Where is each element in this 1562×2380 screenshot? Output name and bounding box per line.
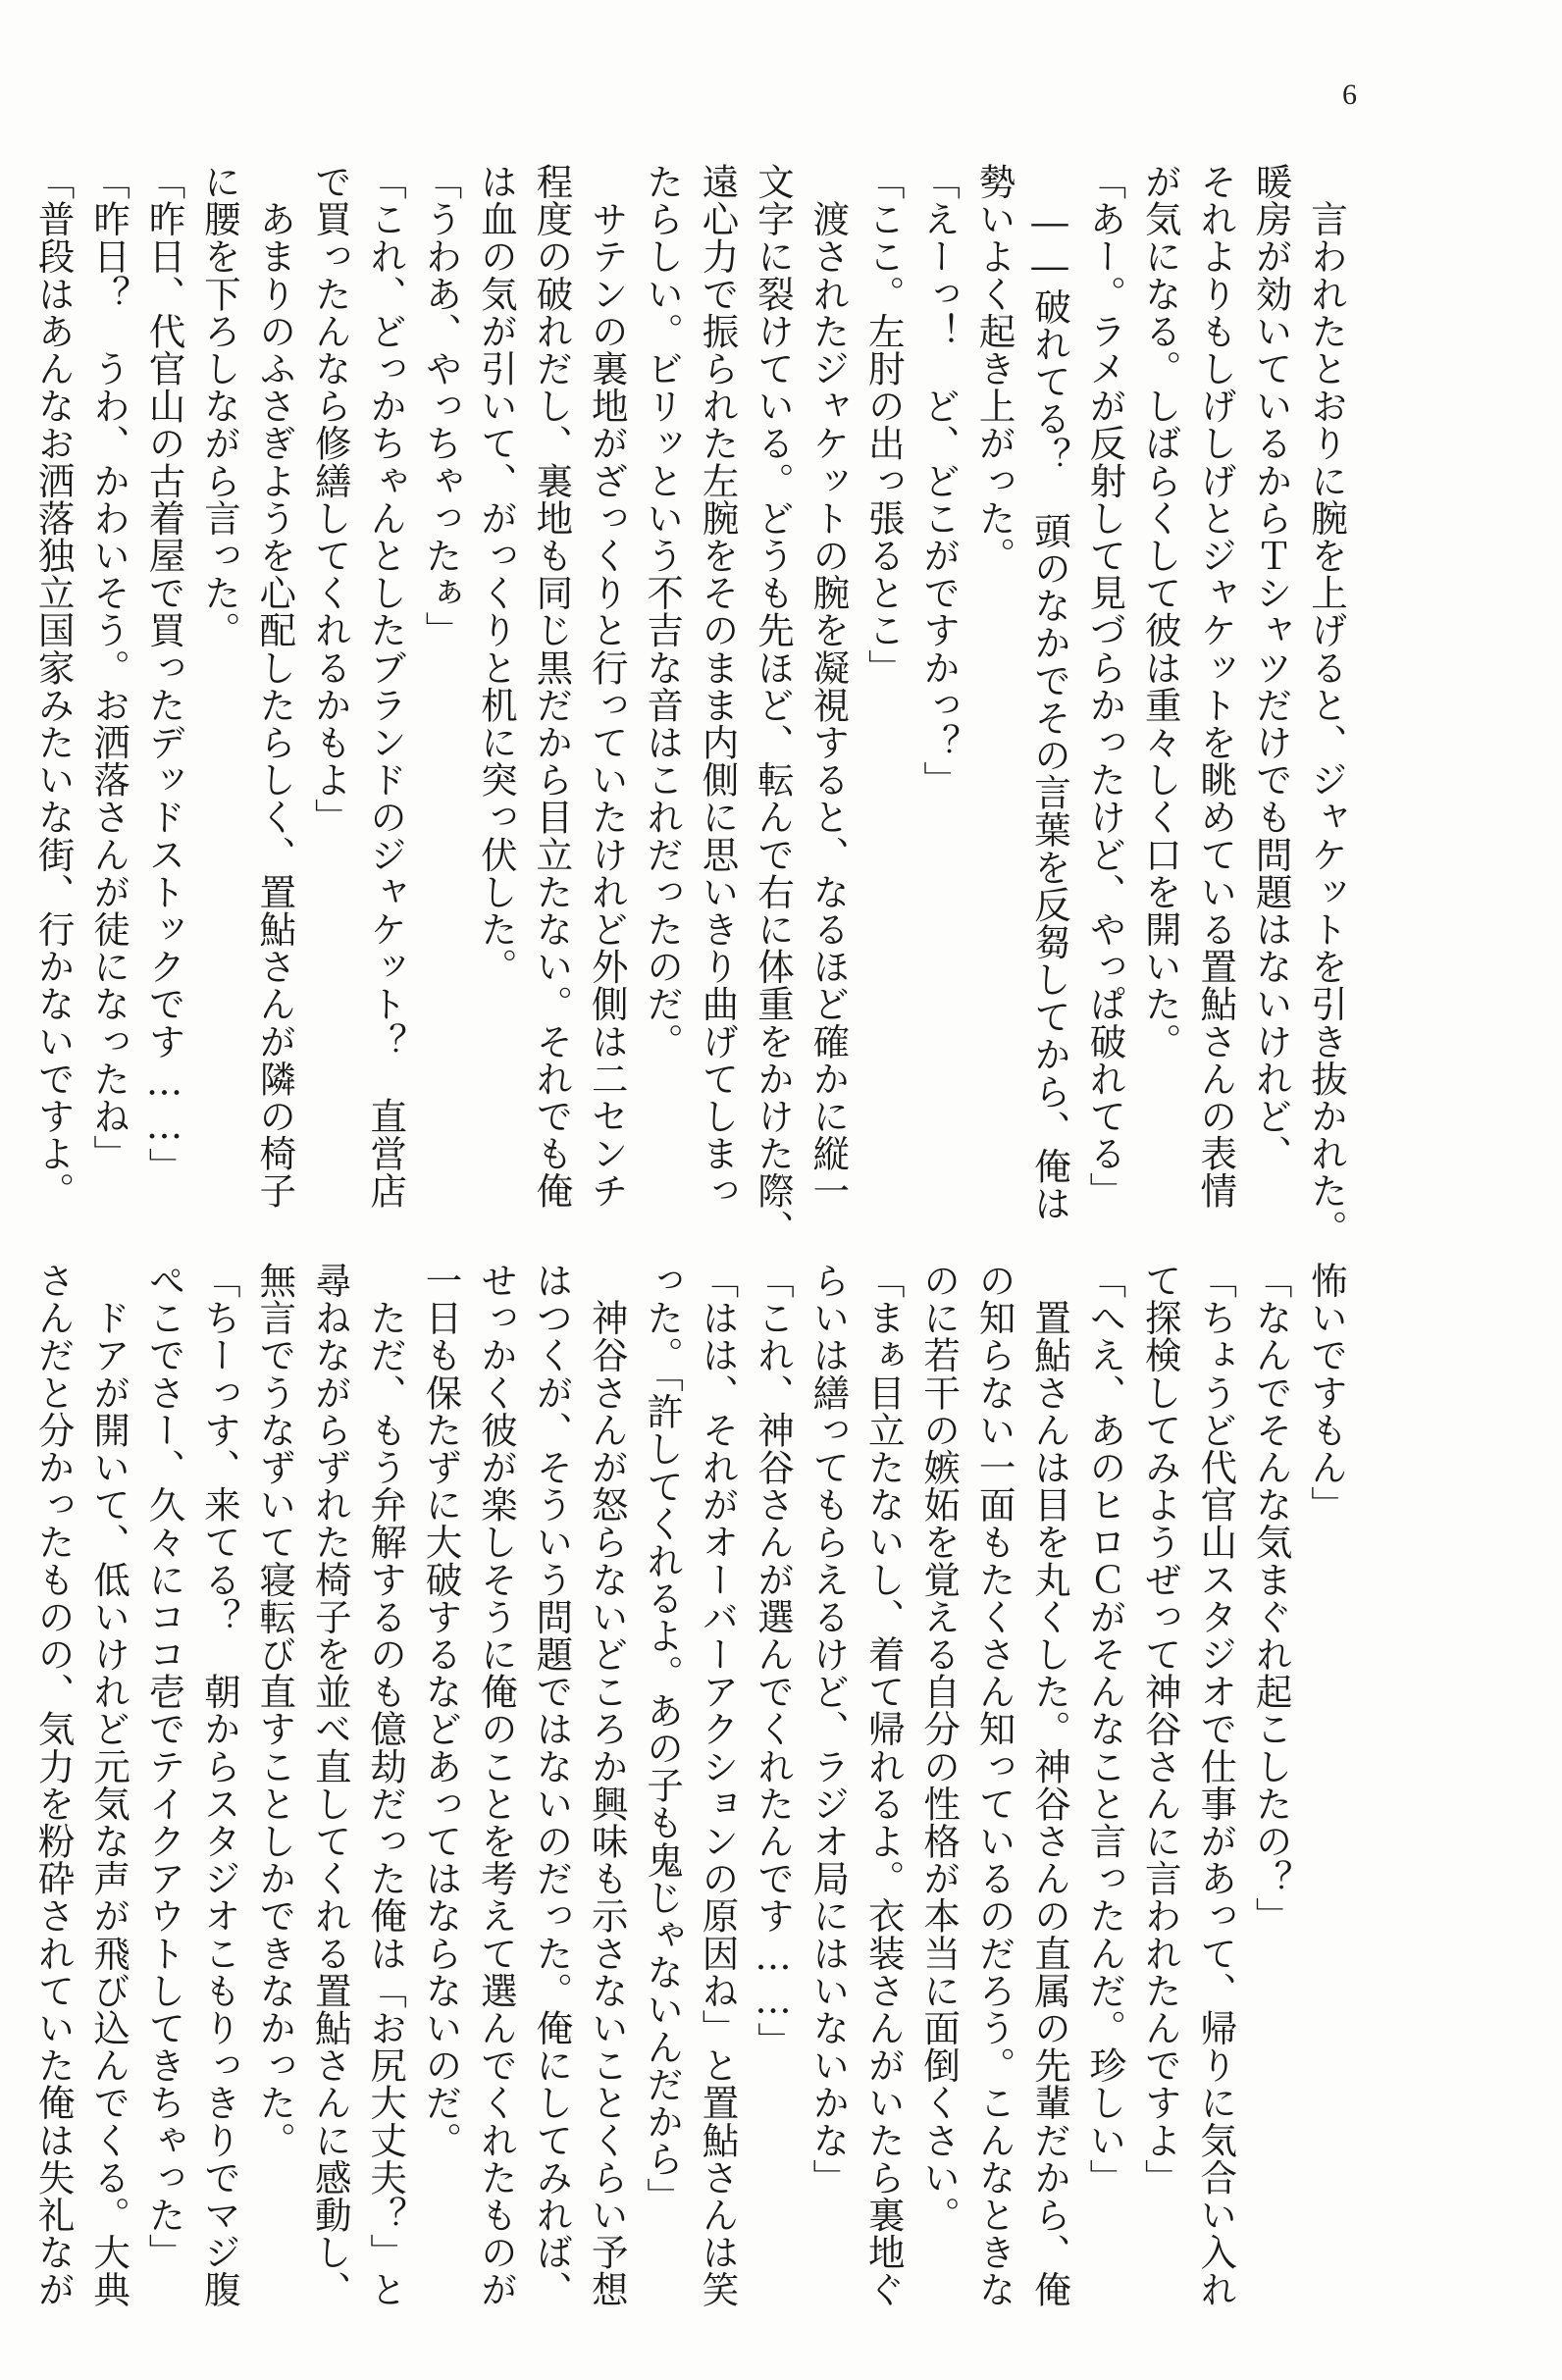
lower-text-line: 怖いですもん」 — [1305, 1262, 1348, 1524]
lower-text-line: せっかく彼が楽しそうに俺のことを考えて選んでくれたものが — [474, 1262, 518, 2308]
upper-text-line: 程度の破れだし、裏地も同じ黒だから目立たない。それでも俺 — [530, 163, 574, 1210]
upper-text-line: 「あー。ラメが反射して見づらかったけど、やっぱ破れてる」 — [1083, 163, 1127, 1210]
upper-text-line: 勢いよく起き上がった。 — [972, 163, 1016, 575]
upper-text-line: が気になる。しばらくして彼は重々しく口を開いた。 — [1138, 163, 1182, 1061]
upper-text-line: 「ここ。左肘の出っ張るとこ」 — [861, 163, 906, 687]
lower-text-line: 「へえ、あのヒロＣがそんなこと言ったんだ。珍しい」 — [1083, 1262, 1127, 2197]
lower-text-line: ドアが開いて、低いけれど元気な声が飛び込んでくる。大典 — [87, 1262, 131, 2308]
upper-text-block — [31, 163, 1354, 1247]
lower-text-line: 「これ、神谷さんが選んでくれたんです……」 — [751, 1262, 795, 2060]
upper-text-line: で買ったんなら修繕してくれるかもよ」 — [308, 163, 352, 836]
lower-text-line: 尋ねながらずれた椅子を並べ直してくれる置鮎さんに感動し、 — [308, 1262, 352, 2308]
upper-text-line: 「普段はあんなお洒落独立国家みたいな街、行かないですよ。 — [31, 163, 76, 1210]
upper-text-line: それよりもしげしげとジャケットを眺めている置鮎さんの表情 — [1194, 163, 1238, 1210]
upper-text-line: 言われたとおりに腕を上げると、ジャケットを引き抜かれた。 — [1305, 163, 1348, 1247]
lower-text-line: 一日も保たずに大破するなどあってはならないのだ。 — [419, 1262, 463, 2159]
lower-text-line: 「ちょうど代官山スタジオで仕事があって、帰りに気合い入れ — [1194, 1262, 1238, 2308]
upper-text-line: 遠心力で振られた左腕をそのまま内側に思いきり曲げてしまっ — [696, 163, 740, 1210]
upper-text-line: に腰を下ろしながら言った。 — [197, 163, 241, 649]
upper-text-line: 「昨日？ うわ、かわいそう。お洒落さんが徒になったね」 — [87, 163, 131, 1172]
upper-text-line: 「昨日、代官山の古着屋で買ったデッドストックです……」 — [142, 163, 186, 1185]
lower-text-block — [31, 1262, 1354, 2308]
upper-text-line: 文字に裂けている。どうも先ほど、転んで右に体重をかけた際、 — [751, 163, 795, 1247]
lower-text-line: さんだと分かったものの、気力を粉砕されていた俺は失礼なが — [31, 1262, 76, 2308]
lower-text-line: 無言でうなずいて寝転び直すことしかできなかった。 — [253, 1262, 297, 2159]
upper-text-line: 暖房が効いているからＴシャツだけでも問題はないけれど、 — [1249, 163, 1293, 1172]
lower-text-line: はつくが、そういう問題ではないのだった。俺にしてみれば、 — [530, 1262, 574, 2308]
upper-text-line: ――破れてる？ 頭のなかでその言葉を反芻してから、俺は — [1027, 163, 1071, 1222]
lower-text-line: て探検してみようぜって神谷さんに言われたんですよ」 — [1138, 1262, 1182, 2197]
upper-text-line: 「これ、どっかちゃんとしたブランドのジャケット？ 直営店 — [364, 163, 408, 1210]
upper-text-line: あまりのふさぎようを心配したらしく、置鮎さんが隣の椅子 — [253, 163, 297, 1210]
lower-text-line: 神谷さんが怒らないどころか興味も示さないことくらい予想 — [585, 1262, 629, 2308]
upper-text-line: 渡されたジャケットの腕を凝視すると、なるほど確かに縦一 — [807, 163, 851, 1210]
lower-text-line: ぺこでさー、久々にココ壱でテイクアウトしてきちゃった」 — [142, 1262, 186, 2271]
lower-text-line: ただ、もう弁解するのも億劫だった俺は「お尻大丈夫？」と — [364, 1262, 408, 2308]
upper-text-line: サテンの裏地がざっくりと行っていたけれど外側は二センチ — [585, 163, 629, 1210]
lower-text-line: 「ちーっす、来てる？ 朝からスタジオこもりっきりでマジ腹 — [197, 1262, 241, 2308]
lower-text-line: 置鮎さんは目を丸くした。神谷さんの直属の先輩だから、俺 — [1027, 1262, 1071, 2308]
upper-text-line: 「うわあ、やっちゃったぁ」 — [419, 163, 463, 649]
upper-text-line: たらしい。ビリッという不吉な音はこれだったのだ。 — [641, 163, 685, 1061]
lower-text-line: った。「許してくれるよ。あの子も鬼じゃないんだから」 — [641, 1262, 685, 2215]
page-number: 6 — [1342, 78, 1357, 111]
lower-text-line: 「はは、それがオーバーアクションの原因ね」と置鮎さんは笑 — [696, 1262, 740, 2308]
upper-text-line: 「えーっ！ ど、どこがですかっ？」 — [917, 163, 962, 799]
upper-text-line: は血の気が引いて、がっくりと机に突っ伏した。 — [474, 163, 518, 986]
lower-text-line: らいは繕ってもらえるけど、ラジオ局にはいないかな」 — [807, 1262, 851, 2197]
lower-text-line: の知らない一面もたくさん知っているのだろう。こんなときな — [972, 1262, 1016, 2308]
lower-text-line: のに若干の嫉妬を覚える自分の性格が本当に面倒くさい。 — [917, 1262, 962, 2234]
lower-text-line: 「まぁ目立たないし、着て帰れるよ。衣装さんがいたら裏地ぐ — [861, 1262, 906, 2308]
lower-text-line: 「なんでそんな気まぐれ起こしたの？」 — [1249, 1262, 1293, 1935]
